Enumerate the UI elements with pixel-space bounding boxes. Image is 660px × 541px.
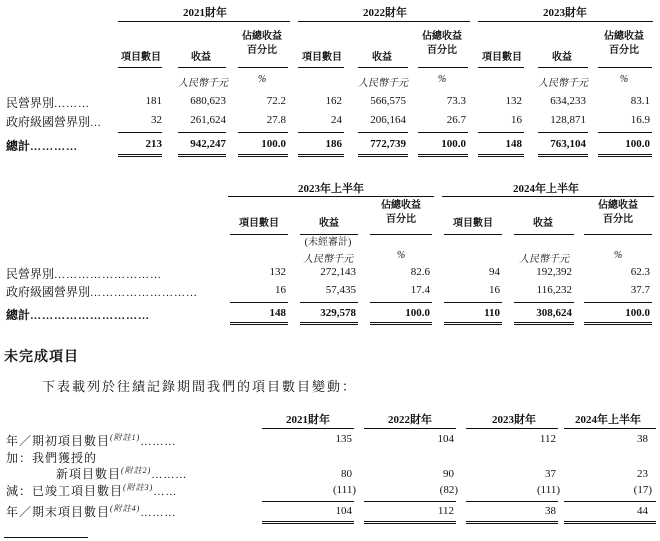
rule bbox=[598, 154, 652, 157]
table-cell: 37 bbox=[545, 468, 556, 480]
rule bbox=[564, 521, 656, 524]
total-label: 總計………… bbox=[6, 139, 79, 153]
row-label: 民營界別……… bbox=[6, 96, 91, 110]
table-cell: 38 bbox=[637, 433, 648, 445]
column-header: 收益 bbox=[319, 218, 339, 229]
rule bbox=[538, 132, 588, 133]
table-cell: 62.3 bbox=[630, 266, 650, 278]
total-cell: 308,624 bbox=[536, 307, 572, 319]
rule bbox=[228, 196, 434, 197]
total-cell: 186 bbox=[325, 138, 342, 150]
table-cell: 44 bbox=[637, 505, 648, 517]
section-title: 未完成項目 bbox=[4, 350, 79, 365]
table-cell: 261,624 bbox=[190, 114, 226, 126]
table-cell: 680,623 bbox=[190, 95, 226, 107]
table-cell: (111) bbox=[536, 484, 560, 496]
table-cell: 181 bbox=[145, 95, 162, 107]
unit-label: % bbox=[437, 74, 447, 85]
rule bbox=[178, 154, 226, 157]
rule bbox=[370, 322, 432, 325]
year-header: 2022財年 bbox=[363, 7, 407, 19]
unit-label: 人民幣千元 bbox=[519, 254, 569, 265]
rule bbox=[358, 67, 408, 68]
row-label: 民營界別……………………… bbox=[6, 267, 163, 281]
table-cell: 135 bbox=[335, 433, 352, 445]
rule bbox=[584, 234, 652, 235]
row-label: 年／期初項目數目$^{(附註1)}$……… bbox=[6, 433, 177, 448]
column-header: 收益 bbox=[372, 52, 392, 63]
table-cell: 272,143 bbox=[320, 266, 356, 278]
rule bbox=[584, 302, 652, 303]
table-cell: 94 bbox=[489, 266, 500, 278]
table-cell: 83.1 bbox=[630, 95, 650, 107]
rule bbox=[300, 322, 358, 325]
rule bbox=[538, 67, 588, 68]
column-header: 項目數目 bbox=[121, 52, 161, 63]
rule bbox=[598, 132, 652, 133]
rule bbox=[444, 322, 502, 325]
rule bbox=[442, 196, 654, 197]
rule bbox=[514, 322, 574, 325]
table-cell: 72.2 bbox=[266, 95, 286, 107]
table-cell: 82.6 bbox=[410, 266, 430, 278]
column-header: 2023財年 bbox=[492, 414, 536, 426]
row-label: 年／期末項目數目$^{(附註4)}$……… bbox=[6, 504, 177, 519]
total-cell: 110 bbox=[484, 307, 500, 319]
rule bbox=[262, 428, 354, 429]
total-cell: 942,247 bbox=[190, 138, 226, 150]
table-cell: 90 bbox=[443, 468, 454, 480]
rule bbox=[514, 234, 574, 235]
rule bbox=[370, 234, 432, 235]
table-cell: 566,575 bbox=[370, 95, 406, 107]
column-header: 佔總收益 百分比 bbox=[598, 200, 638, 225]
rule bbox=[418, 154, 468, 157]
table-cell: 17.4 bbox=[410, 284, 430, 296]
footnote-separator bbox=[4, 537, 88, 538]
table-cell: 26.7 bbox=[446, 114, 466, 126]
rule bbox=[298, 132, 344, 133]
rule bbox=[564, 428, 656, 429]
table-cell: 112 bbox=[437, 505, 454, 517]
column-header: 2022財年 bbox=[388, 414, 432, 426]
rule bbox=[364, 501, 456, 502]
table-cell: 116,232 bbox=[536, 284, 572, 296]
rule bbox=[514, 302, 574, 303]
rule bbox=[358, 154, 408, 157]
column-header: 項目數目 bbox=[239, 218, 279, 229]
table-cell: 206,164 bbox=[370, 114, 406, 126]
table-cell: 80 bbox=[341, 468, 352, 480]
row-label: 新項目數目$^{(附註2)}$……… bbox=[56, 466, 188, 481]
table-cell: 38 bbox=[545, 505, 556, 517]
rule bbox=[418, 132, 468, 133]
rule bbox=[262, 501, 354, 502]
table-cell: (17) bbox=[633, 484, 652, 496]
table-cell: 634,233 bbox=[550, 95, 586, 107]
column-header: 項目數目 bbox=[302, 52, 342, 63]
table-cell: 132 bbox=[269, 266, 286, 278]
table-cell: 16.9 bbox=[630, 114, 650, 126]
rule bbox=[564, 501, 656, 502]
table-cell: 57,435 bbox=[325, 284, 356, 296]
table-cell: 16 bbox=[511, 114, 522, 126]
table-cell: 192,392 bbox=[536, 266, 572, 278]
rule bbox=[466, 521, 558, 524]
table-cell: 37.7 bbox=[630, 284, 650, 296]
rule bbox=[298, 154, 344, 157]
rule bbox=[370, 302, 432, 303]
period-header: 2024年上半年 bbox=[513, 183, 579, 195]
rule bbox=[178, 67, 226, 68]
row-label: 減：已竣工項目數目$^{(附註3)}$…… bbox=[6, 483, 178, 498]
unit-label: 人民幣千元 bbox=[538, 78, 588, 89]
total-cell: 148 bbox=[269, 307, 286, 319]
rule bbox=[238, 132, 288, 133]
rule bbox=[230, 302, 288, 303]
total-cell: 148 bbox=[505, 138, 522, 150]
year-header: 2021財年 bbox=[183, 7, 227, 19]
total-cell: 100.0 bbox=[441, 138, 466, 150]
column-header: 佔總收益 百分比 bbox=[381, 200, 421, 225]
total-label: 總計………………………… bbox=[6, 308, 151, 322]
rule bbox=[118, 67, 162, 68]
total-cell: 772,739 bbox=[370, 138, 406, 150]
table-cell: 128,871 bbox=[550, 114, 586, 126]
rule bbox=[238, 67, 288, 68]
table-cell: 24 bbox=[331, 114, 342, 126]
table-cell: 16 bbox=[489, 284, 500, 296]
rule bbox=[300, 234, 358, 235]
rule bbox=[466, 501, 558, 502]
total-cell: 100.0 bbox=[261, 138, 286, 150]
unit-label: % bbox=[613, 250, 623, 261]
table-cell: 16 bbox=[275, 284, 286, 296]
rule bbox=[444, 234, 502, 235]
rule bbox=[478, 132, 524, 133]
column-header: 收益 bbox=[533, 218, 553, 229]
rule bbox=[598, 67, 652, 68]
table-cell: 132 bbox=[505, 95, 522, 107]
rule bbox=[238, 154, 288, 157]
row-label: 加：我們獲授的 bbox=[6, 451, 98, 465]
table-cell: 32 bbox=[151, 114, 162, 126]
table-cell: 27.8 bbox=[266, 114, 286, 126]
total-cell: 763,104 bbox=[550, 138, 586, 150]
rule bbox=[584, 322, 652, 325]
table-cell: (111) bbox=[332, 484, 356, 496]
rule bbox=[538, 154, 588, 157]
column-header: 佔總收益 百分比 bbox=[422, 31, 462, 56]
table-cell: 23 bbox=[637, 468, 648, 480]
unaudited-note: (未經審計) bbox=[304, 237, 352, 248]
rule bbox=[358, 132, 408, 133]
total-cell: 100.0 bbox=[405, 307, 430, 319]
rule bbox=[478, 67, 524, 68]
rule bbox=[298, 67, 344, 68]
row-label: 政府級國營界別… bbox=[6, 115, 103, 129]
total-cell: 213 bbox=[145, 138, 162, 150]
period-header: 2023年上半年 bbox=[298, 183, 364, 195]
total-cell: 100.0 bbox=[625, 138, 650, 150]
rule bbox=[418, 67, 468, 68]
year-header: 2023財年 bbox=[543, 7, 587, 19]
rule bbox=[118, 154, 162, 157]
column-header: 佔總收益 百分比 bbox=[604, 31, 644, 56]
column-header: 收益 bbox=[552, 52, 572, 63]
rule bbox=[298, 21, 470, 22]
column-header: 收益 bbox=[191, 52, 211, 63]
unit-label: 人民幣千元 bbox=[303, 254, 353, 265]
rule bbox=[478, 21, 653, 22]
column-header: 項目數目 bbox=[482, 52, 522, 63]
unit-label: 人民幣千元 bbox=[178, 78, 228, 89]
rule bbox=[230, 234, 288, 235]
rule bbox=[300, 302, 358, 303]
intro-paragraph: 下表載列於往績記錄期間我們的項目數目變動： bbox=[42, 379, 358, 394]
table-cell: 104 bbox=[335, 505, 352, 517]
total-cell: 329,578 bbox=[320, 307, 356, 319]
rule bbox=[118, 132, 162, 133]
table-cell: 104 bbox=[437, 433, 454, 445]
table-cell: (82) bbox=[439, 484, 458, 496]
column-header: 2024年上半年 bbox=[575, 414, 641, 426]
column-header: 佔總收益 百分比 bbox=[242, 31, 282, 56]
rule bbox=[364, 521, 456, 524]
row-label: 政府級國營界別……………………… bbox=[6, 285, 199, 299]
column-header: 2021財年 bbox=[286, 414, 330, 426]
rule bbox=[466, 428, 558, 429]
total-cell: 100.0 bbox=[625, 307, 650, 319]
rule bbox=[262, 521, 354, 524]
rule bbox=[118, 21, 290, 22]
column-header: 項目數目 bbox=[453, 218, 493, 229]
table-cell: 112 bbox=[539, 433, 556, 445]
unit-label: 人民幣千元 bbox=[358, 78, 408, 89]
unit-label: % bbox=[396, 250, 406, 261]
rule bbox=[478, 154, 524, 157]
rule bbox=[230, 322, 288, 325]
unit-label: % bbox=[257, 74, 267, 85]
table-cell: 73.3 bbox=[446, 95, 466, 107]
rule bbox=[178, 132, 226, 133]
unit-label: % bbox=[619, 74, 629, 85]
rule bbox=[444, 302, 502, 303]
table-cell: 162 bbox=[325, 95, 342, 107]
rule bbox=[364, 428, 456, 429]
